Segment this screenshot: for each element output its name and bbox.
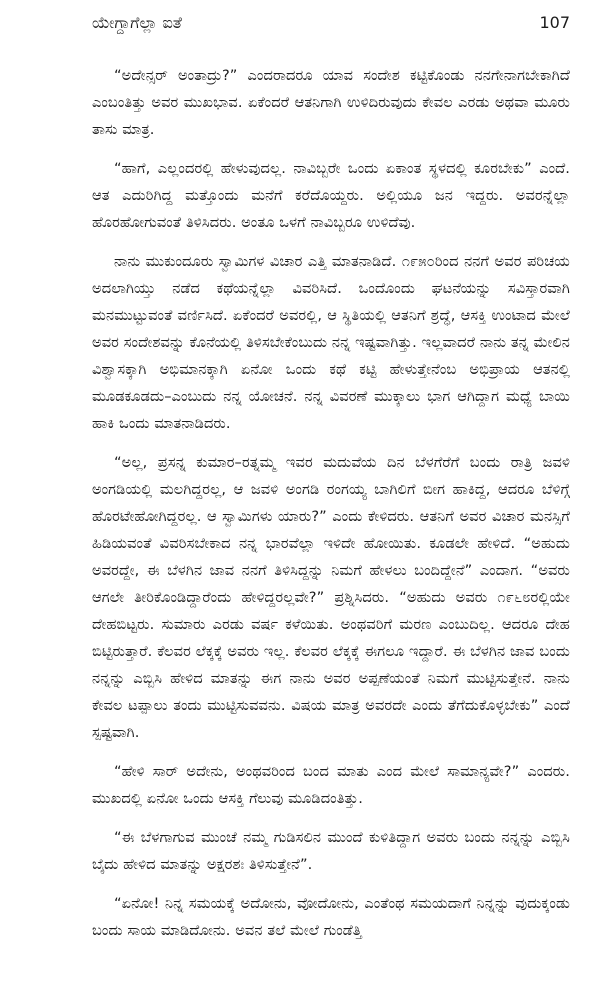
body-text: [92, 62, 570, 944]
paragraph: “ಹೇಳಿ ಸಾರ್ ಅದೇನು, ಅಂಥವರಿಂದ ಬಂದ ಮಾತು ಎಂದ ಮೇಲೆ ಸಾಮಾನ್ಯವೇ?” ಎಂದರು. ಮುಖದಲ್ಲಿ ಏನೋ ಒಂದು ಆಸಕ್ತಿ ಗೆಲುವು ಮೂಡಿದಂತಿತ್ತು.: [92, 763, 570, 807]
paragraph: “ಈ ಬೆಳಗಾಗುವ ಮುಂಚೆ ನಮ್ಮ ಗುಡಿಸಲಿನ ಮುಂದೆ ಕುಳಿತಿದ್ದಾಗ ಅವರು ಬಂದು ನನ್ನನ್ನು ಎಬ್ಬಿಸಿ ಬೈದು ಹೇಳಿದ ಮಾತನ್ನು ಅಕ್ಷರಶಃ ತಿಳಿಸುತ್ತೇನೆ”.: [92, 829, 570, 873]
page-number: 107: [539, 13, 570, 32]
paragraph: “ಅದೇನ್ಸರ್ ಅಂತಾದ್ರು?” ಎಂದರಾದರೂ ಯಾವ ಸಂದೇಶ ಕಟ್ಟಿಕೊಂಡು ನನಗೇನಾಗಬೇಕಾಗಿದೆ ಎಂಬಂತಿತ್ತು ಅವರ ಮುಖಭಾವ. ಏಕೆಂದರೆ ಆತನಿಗಾಗಿ ಉಳಿದಿರುವುದು ಕೇವಲ ಎರಡು ಅಥವಾ ಮೂರು ತಾಸು ಮಾತ್ರ.: [92, 67, 570, 138]
page-header: [92, 8, 570, 38]
paragraph: “ಏನೋ! ನಿನ್ನ ಸಮಯಕ್ಕೆ ಅದೋನು, ವೋದೋನು, ಎಂತೆಂಥ ಸಮಯದಾಗೆ ನಿನ್ನನ್ನು ವುದುಕ್ಕಂಡು ಬಂದು ಸಾಯ ಮಾಡಿದೋನು. ಅವನ ತಲೆ ಮೇಲೆ ಗುಂಡೆತ್ತಿ: [92, 895, 570, 939]
paragraph: ನಾನು ಮುಕುಂದೂರು ಸ್ವಾಮಿಗಳ ವಿಚಾರ ಎತ್ತಿ ಮಾತನಾಡಿದೆ. ೧೯೫೦ರಿಂದ ನನಗೆ ಅವರ ಪರಿಚಯ ಅದಲಾಗಿಯ್ತು ನಡೆದ ಕಥೆಯನ್ನೆಲ್ಲಾ ವಿವರಿಸಿದೆ. ಒಂದೊಂದು ಘಟನೆಯನ್ನು ಸವಿಸ್ತಾರವಾಗಿ ಮನಮುಟ್ಟುವಂತೆ ವರ್ಣಿಸಿದೆ. ಏಕೆಂದರೆ ಅವರಲ್ಲಿ, ಆ ಸ್ಥಿತಿಯಲ್ಲಿ ಆತನಿಗೆ ಶ್ರದ್ಧೆ, ಆಸಕ್ತಿ ಉಂಟಾದ ಮೇಲೆ ಅವರ ಸಂದೇಶವನ್ನು ಕೊನೆಯಲ್ಲಿ ತಿಳಿಸಬೇಕೆಂಬುದು ನನ್ನ ಇಷ್ಟವಾಗಿತ್ತು. ಇಲ್ಲವಾದರೆ ನಾನು ತನ್ನ ಮೇಲಿನ ವಿಶ್ವಾಸಕ್ಕಾಗಿ ಅಭಿಮಾನಕ್ಕಾಗಿ ಏನೋ ಒಂದು ಕಥೆ ಕಟ್ಟಿ ಹೇಳುತ್ತೇನೆಂಬ ಅಭಿಪ್ರಾಯ ಆತನಲ್ಲಿ ಮೂಡಕೂಡದು–ಎಂಬುದು ನನ್ನ ಯೋಚನೆ. ನನ್ನ ವಿವರಣೆ ಮುಕ್ಕಾಲು ಭಾಗ ಆಗಿದ್ದಾಗ ಮಧ್ಯೆ ಬಾಯಿ ಹಾಕಿ ಒಂದು ಮಾತನಾಡಿದರು.: [92, 253, 570, 432]
running-title: ಯೇಗ್ದಾಗೆಲ್ಲಾ ಐತೆ: [92, 13, 182, 32]
paragraph: “ಹಾಗೆ, ಎಲ್ಲಂದರಲ್ಲಿ ಹೇಳುವುದಲ್ಲ. ನಾವಿಬ್ಬರೇ ಒಂದು ಏಕಾಂತ ಸ್ಥಳದಲ್ಲಿ ಕೂರಬೇಕು” ಎಂದೆ. ಆತ ಎದುರಿಗಿದ್ದ ಮತ್ತೊಂದು ಮನೆಗೆ ಕರೆದೊಯ್ದರು. ಅಲ್ಲಿಯೂ ಜನ ಇದ್ದರು. ಅವರನ್ನೆಲ್ಲಾ ಹೊರಹೋಗುವಂತೆ ತಿಳಿಸಿದರು. ಅಂತೂ ಒಳಗೆ ನಾವಿಬ್ಬರೂ ಉಳಿದೆವು.: [92, 160, 570, 231]
paragraph: “ಅಲ್ಲ, ಪ್ರಸನ್ನ ಕುಮಾರ–ರತ್ನಮ್ಮ ಇವರ ಮದುವೆಯ ದಿನ ಬೆಳಗೆರೆಗೆ ಬಂದು ರಾತ್ರಿ ಜವಳಿ ಅಂಗಡಿಯಲ್ಲಿ ಮಲಗಿದ್ದರಲ್ಲ, ಆ ಜವಳಿ ಅಂಗಡಿ ರಂಗಯ್ಯ ಬಾಗಿಲಿಗೆ ಬೀಗ ಹಾಕಿದ್ದ, ಆದರೂ ಬೆಳಿಗ್ಗೆ ಹೊರಟೇಹೋಗಿದ್ದರಲ್ಲ. ಆ ಸ್ವಾಮಿಗಳು ಯಾರು?” ಎಂದು ಕೇಳಿದರು. ಆತನಿಗೆ ಅವರ ವಿಚಾರ ಮನಸ್ಸಿಗೆ ಹಿಡಿಯವಂತೆ ವಿವರಿಸಬೇಕಾದ ನನ್ನ ಭಾರವೆಲ್ಲಾ ಇಳಿದೇ ಹೋಯಿತು. ಕೂಡಲೇ ಹೇಳಿದೆ. “ಅಹುದು ಅವರದ್ದೇ, ಈ ಬೆಳಗಿನ ಜಾವ ನನಗೆ ತಿಳಿಸಿದ್ದನ್ನು ನಿಮಗೆ ಹೇಳಲು ಬಂದಿದ್ದೇನೆ” ಎಂದಾಗ. “ಅವರು ಆಗಲೇ ತೀರಿಕೊಂಡಿದ್ದಾರೆಂದು ಹೇಳಿದ್ದರಲ್ಲವೇ?” ಪ್ರಶ್ನಿಸಿದರು. “ಅಹುದು ಅವರು ೧೯೬೮ರಲ್ಲಿಯೇ ದೇಹಬಿಟ್ಟರು. ಸುಮಾರು ಎರಡು ವರ್ಷ ಕಳೆಯಿತು. ಅಂಥವರಿಗೆ ಮರಣ ಎಂಬುದಿಲ್ಲ. ಆದರೂ ದೇಹ ಬಿಟ್ಟಿರುತ್ತಾರೆ. ಕೆಲವರ ಲೆಕ್ಕಕ್ಕೆ ಅವರು ಇಲ್ಲ. ಕೆಲವರ ಲೆಕ್ಕಕ್ಕೆ ಈಗಲೂ ಇದ್ದಾರೆ. ಈ ಬೆಳಗಿನ ಜಾವ ಬಂದು ನನ್ನನ್ನು ಎಬ್ಬಿಸಿ ಹೇಳಿದ ಮಾತನ್ನು ಈಗ ನಾನು ಅವರ ಅಪ್ಪಣೆಯಂತೆ ನಿಮಗೆ ಮುಟ್ಟಿಸುತ್ತೇನೆ. ನಾನು ಕೇವಲ ಟಪ್ಪಾಲು ತಂದು ಮುಟ್ಟಿಸುವವನು. ವಿಷಯ ಮಾತ್ರ ಅವರದೇ ಎಂದು ತೆಗೆದುಕೊಳ್ಳಬೇಕು” ಎಂದೆ ಸ್ಪಷ್ಟವಾಗಿ.: [92, 454, 570, 741]
